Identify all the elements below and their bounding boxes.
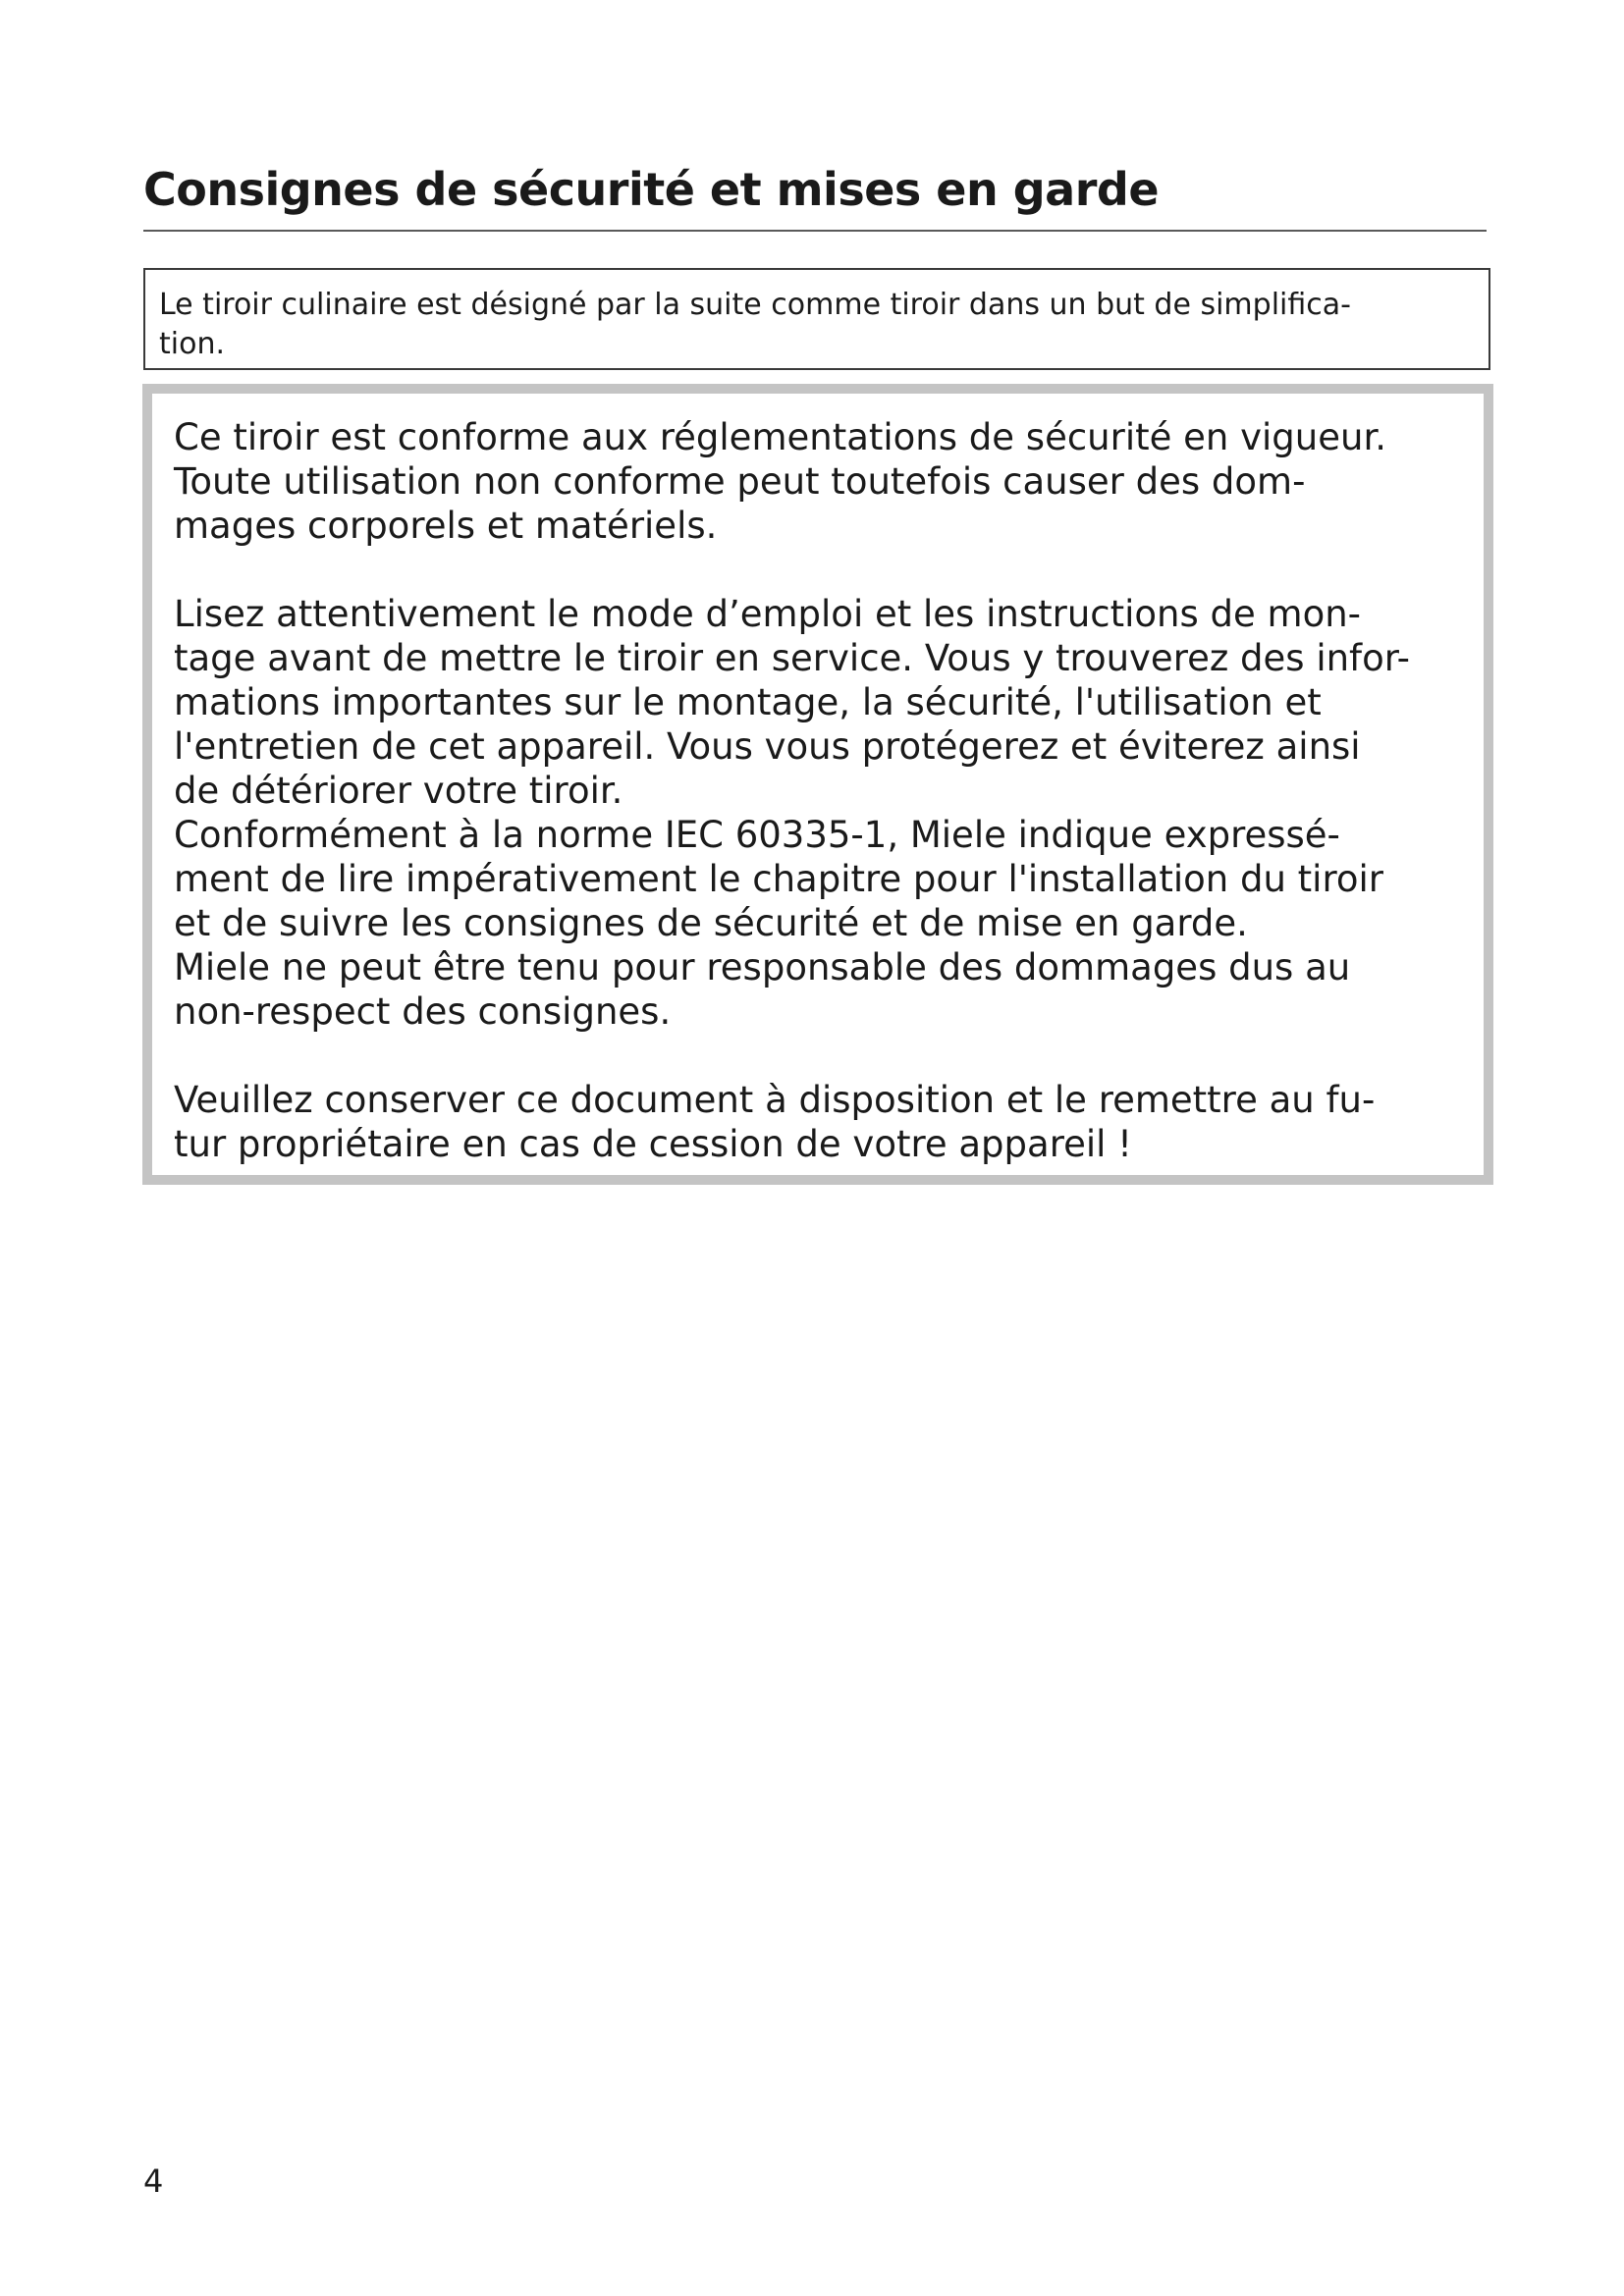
warning-line: tur propriétaire en cas de cession de votre appareil ! bbox=[174, 1123, 1133, 1165]
warning-line: l'entretien de cet appareil. Vous vous protégerez et éviterez ainsi bbox=[174, 725, 1361, 768]
warning-line: mages corporels et matériels. bbox=[174, 505, 718, 547]
warning-line: tage avant de mettre le tiroir en service. Vous y trouverez des infor- bbox=[174, 637, 1410, 679]
warning-line: Lisez attentivement le mode d’emploi et les instructions de mon- bbox=[174, 593, 1362, 635]
safety-warning-box bbox=[142, 384, 1493, 1185]
title-divider bbox=[143, 230, 1487, 232]
note-box bbox=[143, 268, 1490, 370]
warning-line: non-respect des consignes. bbox=[174, 990, 672, 1033]
warning-paragraph-conformity bbox=[174, 415, 1470, 548]
warning-line: Veuillez conserver ce document à disposition et le remettre au fu- bbox=[174, 1079, 1376, 1121]
warning-line: de détériorer votre tiroir. bbox=[174, 770, 623, 812]
warning-line: Toute utilisation non conforme peut toutefois causer des dom- bbox=[174, 460, 1306, 503]
page-number: 4 bbox=[143, 2163, 164, 2200]
page-title: Consignes de sécurité et mises en garde bbox=[143, 163, 1160, 216]
note-text bbox=[159, 286, 1475, 364]
warning-line: Miele ne peut être tenu pour responsable des dommages dus au bbox=[174, 946, 1351, 988]
warning-line: mations importantes sur le montage, la sécurité, l'utilisation et bbox=[174, 681, 1322, 723]
warning-line: Ce tiroir est conforme aux réglementations de sécurité en vigueur. bbox=[174, 416, 1387, 458]
warning-line: et de suivre les consignes de sécurité et de mise en garde. bbox=[174, 902, 1248, 944]
warning-paragraph-keep-document bbox=[174, 1078, 1470, 1166]
note-line: tion. bbox=[159, 327, 226, 361]
warning-line: ment de lire impérativement le chapitre pour l'installation du tiroir bbox=[174, 858, 1383, 900]
note-line: Le tiroir culinaire est désigné par la suite comme tiroir dans un but de simplifica- bbox=[159, 288, 1351, 322]
warning-line: Conformément à la norme IEC 60335-1, Miele indique expressé- bbox=[174, 814, 1340, 856]
warning-paragraph-instructions bbox=[174, 592, 1470, 1034]
